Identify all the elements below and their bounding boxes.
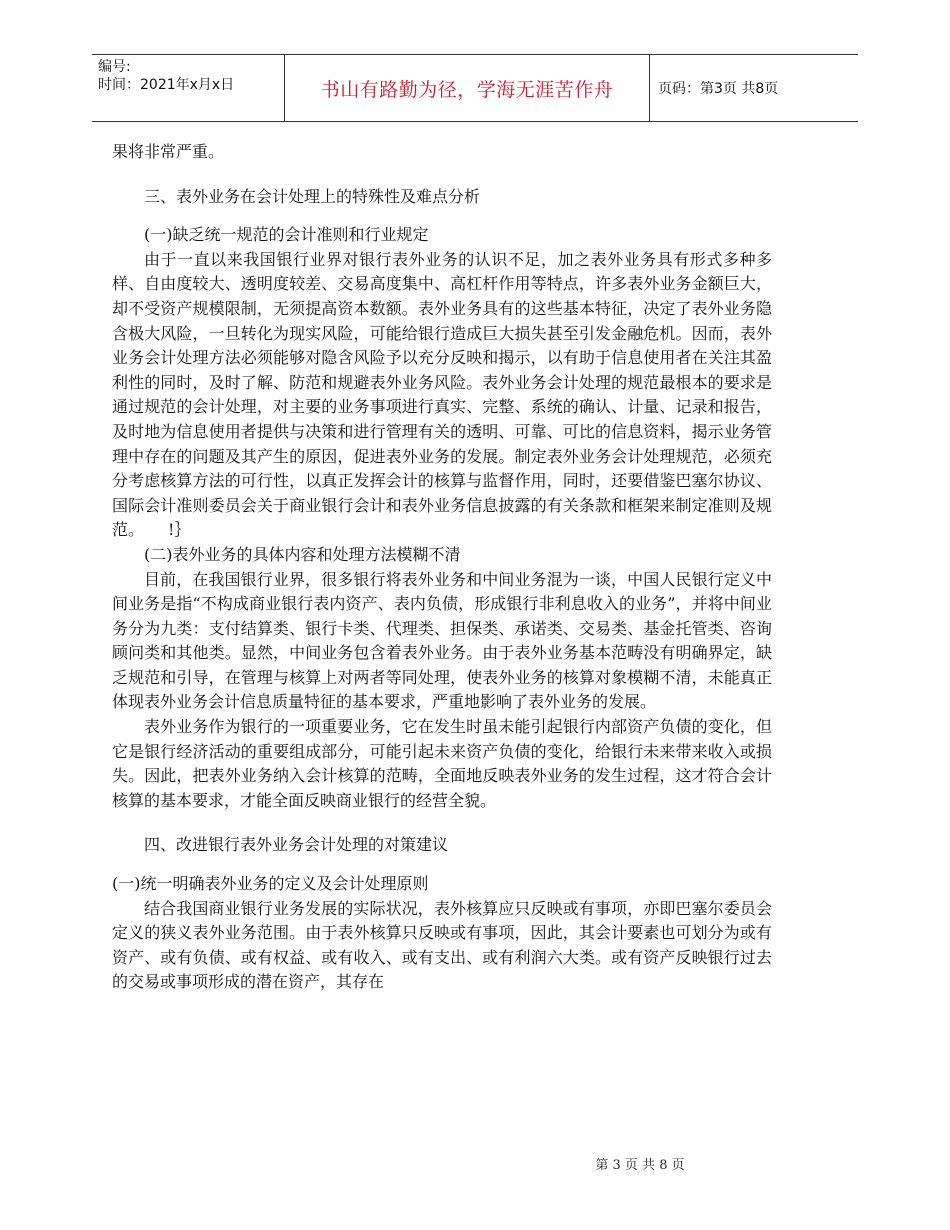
subsection-heading-3: (一)统一明确表外业务的定义及会计处理原则 <box>112 874 429 894</box>
section-heading-3: 三、表外业务在会计处理上的特殊性及难点分析 <box>144 186 481 206</box>
paragraph-1: 由于一直以来我国银行业界对银行表外业务的认识不足，加之表外业务具有形式多种多样、自由度较大、透明度较差、交易高度集中、高杠杆作用等特点，许多表外业务金额巨大，却不受资产规模限制，无须提高资本数额。表外业务具有的这些基本特征，决定了表外业务隐含极大风险，一旦转化为现实风险，可能给银行造成巨大损失甚至引发金融危机。因而，表外业务会计处理方法必须能够对隐含风险予以充分反映和揭示，以有助于信息使用者在关注其盈利性的同时，及时了解、防范和规避表外业务风险。表外业务会计处理的规范最根本的要求是通过规范的会计处理，对主要的业务事项进行真实、完整、系统的确认、计量、记录和报告，及时地为信息使用者提供与决策和进行管理有关的透明、可靠、可比的信息资料，揭示业务管理中存在的问题及其产生的原因，促进表外业务的发展。制定表外业务会计处理规范，必须充分考虑核算方法的可行性，以真正发挥会计的核算与监督作用，同时，还要借鉴巴塞尔协议、国际会计准则委员会关于商业银行会计和表外业务信息披露的有关条款和框架来制定准则及规范。 !｝ <box>112 249 772 540</box>
header-page-info <box>650 55 858 121</box>
page-header <box>92 54 858 122</box>
footer-page-number: 第 3 页 共 8 页 <box>595 1158 685 1173</box>
header-motto <box>284 55 650 121</box>
paragraph-4: 结合我国商业银行业务发展的实际状况，表外核算应只反映或有事项，亦即巴塞尔委员会定义的狭义表外业务范围。由于表外核算只反映或有事项，因此，其会计要素也可划分为或有资产、或有负债、或有权益、或有收入、或有支出、或有利润六大类。或有资产反映银行过去的交易或事项形成的潜在资产，其存在 <box>112 898 772 992</box>
paragraph-2: 目前，在我国银行业界，很多银行将表外业务和中间业务混为一谈，中国人民银行定义中间业务是指“不构成商业银行表内资产、表内负债，形成银行非利息收入的业务”，并将中间业务分为九类：支付结算类、银行卡类、代理类、担保类、承诺类、交易类、基金托管类、咨询顾问类和其他类。显然，中间业务包含着表外业务。由于表外业务基本范畴没有明确界定，缺乏规范和引导，在管理与核算上对两者等同处理，使表外业务的核算对象模糊不清，未能真正体现表外业务会计信息质量特征的基本要求，严重地影响了表外业务的发展。 <box>112 569 772 712</box>
header-meta <box>92 55 284 121</box>
motto-text: 书山有路勤为径，学海无涯苦作舟 <box>320 78 614 101</box>
document-body <box>112 140 772 995</box>
document-date: 时间：2021年x月x日 <box>98 77 235 93</box>
paragraph-continuation: 果将非常严重。 <box>112 142 225 161</box>
document-number-label: 编号: <box>98 59 131 75</box>
page-footer <box>0 1154 950 1173</box>
page-info-text: 页码：第3页 共8页 <box>658 81 779 97</box>
subsection-heading-1: (一)缺乏统一规范的会计准则和行业规定 <box>144 225 429 245</box>
subsection-heading-2: (二)表外业务的具体内容和处理方法模糊不清 <box>144 544 461 564</box>
section-heading-4: 四、改进银行表外业务会计处理的对策建议 <box>144 835 449 855</box>
paragraph-3: 表外业务作为银行的一项重要业务，它在发生时虽未能引起银行内部资产负债的变化，但它是银行经济活动的重要组成部分，可能引起未来资产负债的变化，给银行未来带来收入或损失。因此，把表外业务纳入会计核算的范畴，全面地反映表外业务的发生过程，这才符合会计核算的基本要求，才能全面反映商业银行的经营全貌。 <box>112 717 772 810</box>
